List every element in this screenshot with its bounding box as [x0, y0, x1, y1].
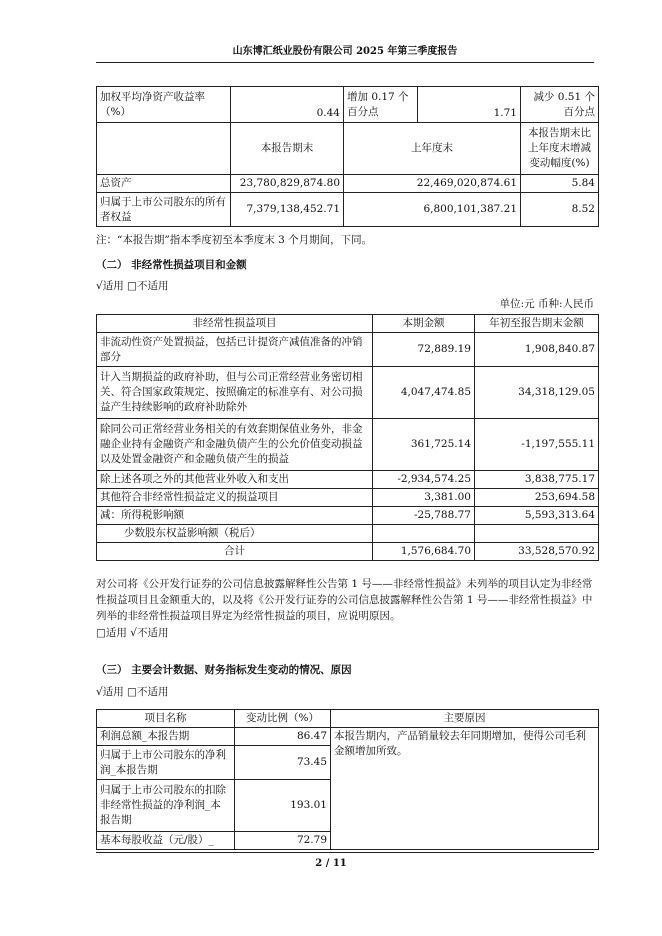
- cell-value: 73.45: [235, 746, 331, 780]
- cell-value: -2,934,574.25: [373, 471, 475, 489]
- col-header: 非经常性损益项目: [97, 315, 373, 333]
- cell-value: 1.71: [418, 87, 521, 123]
- note: 注：“本报告期”指本季度初至本季度末 3 个月期间，下同。: [96, 234, 373, 246]
- applicability-check: □适用 √不适用: [96, 627, 169, 639]
- cell-label: 利润总额_本报告期: [97, 728, 235, 746]
- cell-label: 基本每股收益（元/股）_: [97, 832, 235, 850]
- applicability-check: √适用 □不适用: [96, 280, 169, 292]
- cell-label: 其他符合非经常性损益定义的损益项目: [97, 489, 373, 507]
- cell-label: 归属于上市公司股东的净利润_本报告期: [97, 746, 235, 780]
- cell-label: 除同公司正常经营业务相关的有效套期保值业务外，非金融企业持有金融资产和金融负债产生的公允价值变动损益以及处置金融资产和金融负债产生的损益: [97, 419, 373, 471]
- cell-value: [373, 525, 475, 543]
- cell-value: 0.44: [231, 87, 344, 123]
- cell-value: 7,379,138,452.71: [231, 193, 344, 227]
- changes-table: [96, 709, 599, 850]
- cell-value: 增加 0.17 个百分点: [344, 87, 418, 123]
- cell-label: 计入当期损益的政府补助，但与公司正常经营业务密切相关、符合国家政策规定、按照确定的标准享有、对公司损益产生持续影响的政府补助除外: [97, 367, 373, 419]
- cell-value: 86.47: [235, 728, 331, 746]
- cell-value: 1,576,684.70: [373, 543, 475, 561]
- main-reason: 本报告期内，产品销量较去年同期增加，使得公司毛利金额增加所致。: [331, 728, 599, 850]
- cell-label: 加权平均净资产收益率（%）: [97, 87, 231, 123]
- cell-value: 34,318,129.05: [475, 367, 599, 419]
- cell-value: [475, 525, 599, 543]
- cell-value: 72.79: [235, 832, 331, 850]
- cell-label: 非流动性资产处置损益，包括已计提资产减值准备的冲销部分: [97, 333, 373, 367]
- cell-value: 3,381.00: [373, 489, 475, 507]
- non-recurring-items-table: [96, 314, 599, 561]
- cell-label: 少数股东权益影响额（税后）: [97, 525, 373, 543]
- col-header: 上年度末: [344, 123, 521, 175]
- cell-value: 23,780,829,874.80: [231, 175, 344, 193]
- col-header: 年初至报告期末金额: [475, 315, 599, 333]
- cell-value: 5.84: [521, 175, 599, 193]
- cell-value: 22,469,020,874.61: [344, 175, 521, 193]
- financial-summary-table: [96, 86, 599, 227]
- col-header: 主要原因: [331, 710, 599, 728]
- section-title: （三） 主要会计数据、财务指标发生变动的情况、原因: [96, 664, 352, 676]
- cell-label: 归属于上市公司股东的所有者权益: [97, 193, 231, 227]
- cell-value: -1,197,555.11: [475, 419, 599, 471]
- cell-label: 除上述各项之外的其他营业外收入和支出: [97, 471, 373, 489]
- col-header: 变动比例（%）: [235, 710, 331, 728]
- cell-value: 5,593,313.64: [475, 507, 599, 525]
- col-header: 本报告期末: [231, 123, 344, 175]
- cell-value: 减少 0.51 个百分点: [521, 87, 599, 123]
- cell-empty: [97, 123, 231, 175]
- footer-rule: [96, 852, 594, 853]
- cell-value: 1,908,840.87: [475, 333, 599, 367]
- cell-value: -25,788.77: [373, 507, 475, 525]
- cell-label: 总资产: [97, 175, 231, 193]
- cell-label: 减：所得税影响额: [97, 507, 373, 525]
- cell-value: 253,694.58: [475, 489, 599, 507]
- col-header: 本期金额: [373, 315, 475, 333]
- cell-value: 33,528,570.92: [475, 543, 599, 561]
- unit-label: 单位:元 币种:人民币: [499, 298, 594, 310]
- cell-value: 361,725.14: [373, 419, 475, 471]
- total-label: 合计: [97, 543, 373, 561]
- applicability-check: √适用 □不适用: [96, 686, 169, 698]
- cell-value: 3,838,775.17: [475, 471, 599, 489]
- cell-value: 4,047,474.85: [373, 367, 475, 419]
- page-header: 山东博汇纸业股份有限公司 2025 年第三季度报告: [96, 44, 594, 63]
- section-title: （二） 非经常性损益项目和金额: [96, 259, 247, 271]
- cell-value: 193.01: [235, 780, 331, 832]
- col-header: 本报告期末比上年度末增减变动幅度(%): [521, 123, 599, 175]
- col-header: 项目名称: [97, 710, 235, 728]
- cell-value: 6,800,101,387.21: [344, 193, 521, 227]
- cell-value: 72,889.19: [373, 333, 475, 367]
- explanation-paragraph: 对公司将《公开发行证券的公司信息披露解释性公告第 1 号——非经常性损益》未列举的项目认定为非经常性损益项目且金额重大的，以及将《公开发行证券的公司信息披露解释性公告第 1 号——非经常性损益》中列举的非经常性损益项目界定为经常性损益的项目，应说明原因。: [96, 578, 593, 622]
- page-number: 2 / 11: [315, 858, 347, 869]
- cell-value: 8.52: [521, 193, 599, 227]
- cell-label: 归属于上市公司股东的扣除非经常性损益的净利润_本报告期: [97, 780, 235, 832]
